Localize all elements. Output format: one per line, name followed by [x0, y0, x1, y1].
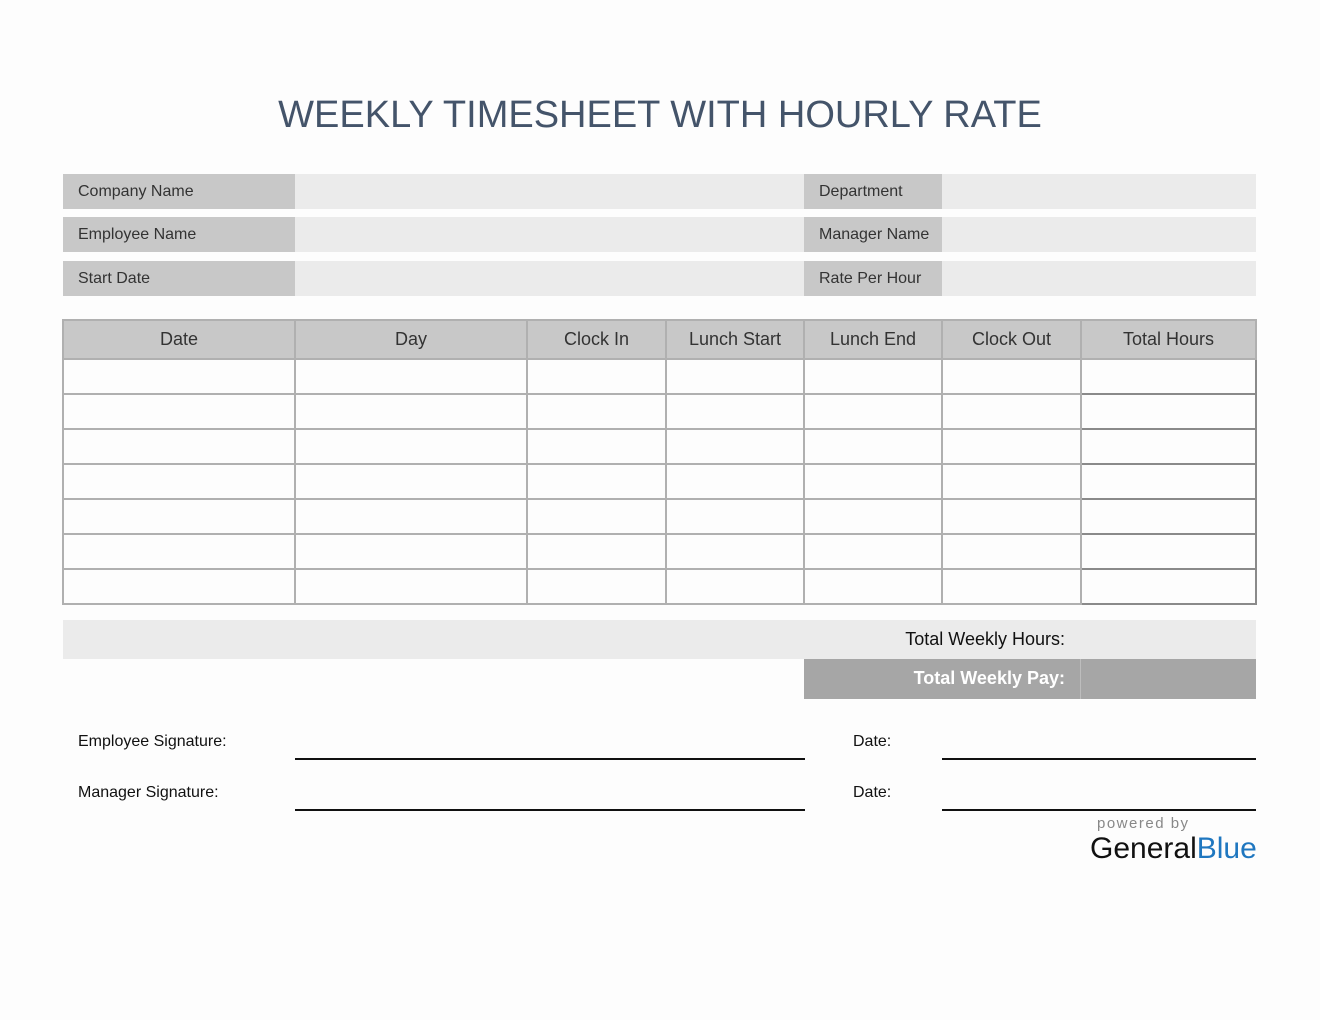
clock-in-cell[interactable] [527, 534, 666, 569]
clock-out-cell[interactable] [942, 534, 1081, 569]
lunch-end-cell[interactable] [804, 359, 942, 394]
table-header-row [63, 320, 1256, 359]
lunch-start-cell[interactable] [666, 394, 804, 429]
company-name-field[interactable] [295, 174, 804, 209]
manager-date-label: Date: [853, 784, 892, 801]
lunch-start-cell[interactable] [666, 359, 804, 394]
employee-date-label: Date: [853, 733, 892, 750]
employee-name-label: Employee Name [63, 217, 295, 252]
divider [1080, 659, 1081, 699]
date-cell[interactable] [63, 429, 295, 464]
date-cell[interactable] [63, 569, 295, 604]
manager-name-field[interactable] [942, 217, 1256, 252]
lunch-start-cell[interactable] [666, 569, 804, 604]
day-cell[interactable] [295, 499, 527, 534]
table-row [63, 429, 1256, 464]
total-weekly-pay-label: Total Weekly Pay: [913, 668, 1065, 688]
lunch-end-cell[interactable] [804, 499, 942, 534]
total-weekly-hours-label: Total Weekly Hours: [905, 629, 1065, 649]
total-hours-cell[interactable] [1081, 394, 1256, 429]
clock-in-cell[interactable] [527, 464, 666, 499]
table-body [63, 359, 1256, 604]
clock-in-cell[interactable] [527, 394, 666, 429]
table-row [63, 359, 1256, 394]
start-date-field[interactable] [295, 261, 804, 296]
employee-date-line[interactable] [942, 758, 1256, 760]
powered-by-text: powered by [1097, 815, 1190, 832]
start-date-label: Start Date [63, 261, 295, 296]
total-weekly-pay-row [804, 659, 1256, 699]
total-hours-cell[interactable] [1081, 429, 1256, 464]
clock-out-cell[interactable] [942, 359, 1081, 394]
generalblue-logo [1090, 832, 1257, 866]
clock-out-cell[interactable] [942, 569, 1081, 604]
date-cell[interactable] [63, 499, 295, 534]
lunch-end-cell[interactable] [804, 569, 942, 604]
column-header-total-hours: Total Hours [1081, 320, 1256, 359]
total-hours-cell[interactable] [1081, 534, 1256, 569]
date-cell[interactable] [63, 394, 295, 429]
logo-blue: Blue [1196, 832, 1257, 865]
rate-per-hour-label: Rate Per Hour [804, 261, 942, 296]
page-title: WEEKLY TIMESHEET WITH HOURLY RATE [278, 94, 1042, 136]
table-row [63, 569, 1256, 604]
employee-signature-label: Employee Signature: [78, 733, 227, 750]
clock-out-cell[interactable] [942, 464, 1081, 499]
column-header-clock-out: Clock Out [942, 320, 1081, 359]
employee-signature-line[interactable] [295, 758, 805, 760]
table-row [63, 499, 1256, 534]
date-cell[interactable] [63, 464, 295, 499]
lunch-start-cell[interactable] [666, 499, 804, 534]
clock-out-cell[interactable] [942, 499, 1081, 534]
clock-out-cell[interactable] [942, 394, 1081, 429]
lunch-start-cell[interactable] [666, 534, 804, 569]
table-row [63, 534, 1256, 569]
total-weekly-hours-row [63, 620, 1256, 659]
day-cell[interactable] [295, 534, 527, 569]
lunch-end-cell[interactable] [804, 394, 942, 429]
total-hours-cell[interactable] [1081, 359, 1256, 394]
manager-signature-label: Manager Signature: [78, 784, 219, 801]
day-cell[interactable] [295, 429, 527, 464]
department-field[interactable] [942, 174, 1256, 209]
total-hours-cell[interactable] [1081, 499, 1256, 534]
logo-general: General [1090, 832, 1197, 865]
table-row [63, 394, 1256, 429]
column-header-date: Date [63, 320, 295, 359]
lunch-end-cell[interactable] [804, 534, 942, 569]
manager-date-line[interactable] [942, 809, 1256, 811]
lunch-end-cell[interactable] [804, 429, 942, 464]
company-name-label: Company Name [63, 174, 295, 209]
day-cell[interactable] [295, 359, 527, 394]
rate-per-hour-field[interactable] [942, 261, 1256, 296]
clock-in-cell[interactable] [527, 429, 666, 464]
clock-in-cell[interactable] [527, 359, 666, 394]
table-row [63, 464, 1256, 499]
lunch-end-cell[interactable] [804, 464, 942, 499]
column-header-lunch-end: Lunch End [804, 320, 942, 359]
lunch-start-cell[interactable] [666, 429, 804, 464]
lunch-start-cell[interactable] [666, 464, 804, 499]
clock-in-cell[interactable] [527, 499, 666, 534]
department-label: Department [804, 174, 942, 209]
employee-name-field[interactable] [295, 217, 804, 252]
date-cell[interactable] [63, 359, 295, 394]
column-header-clock-in: Clock In [527, 320, 666, 359]
manager-signature-line[interactable] [295, 809, 805, 811]
date-cell[interactable] [63, 534, 295, 569]
timesheet-table [62, 319, 1257, 605]
total-hours-cell[interactable] [1081, 569, 1256, 604]
day-cell[interactable] [295, 464, 527, 499]
column-header-day: Day [295, 320, 527, 359]
total-hours-cell[interactable] [1081, 464, 1256, 499]
clock-in-cell[interactable] [527, 569, 666, 604]
column-header-lunch-start: Lunch Start [666, 320, 804, 359]
clock-out-cell[interactable] [942, 429, 1081, 464]
day-cell[interactable] [295, 394, 527, 429]
manager-name-label: Manager Name [804, 217, 942, 252]
day-cell[interactable] [295, 569, 527, 604]
